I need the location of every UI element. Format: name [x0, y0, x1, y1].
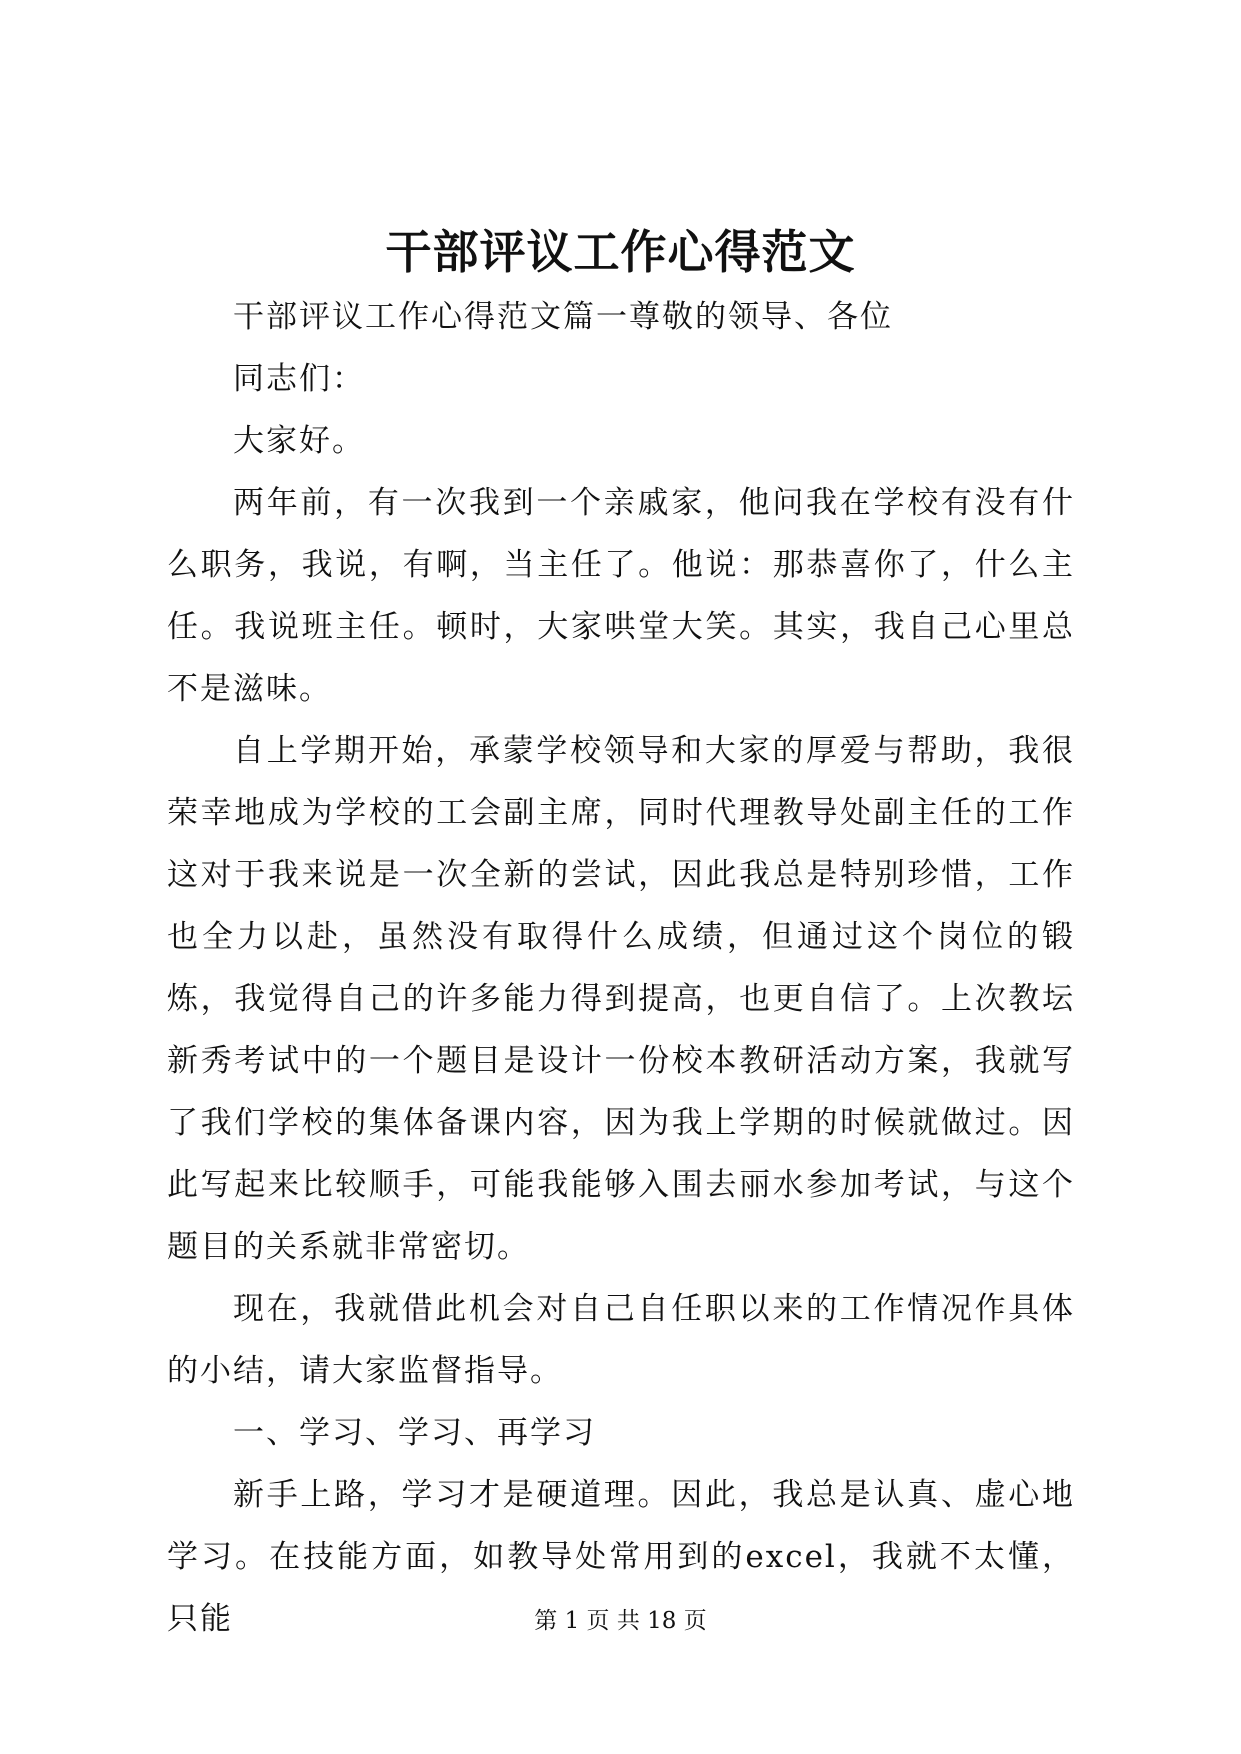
paragraph-experience: 自上学期开始，承蒙学校领导和大家的厚爱与帮助，我很荣幸地成为学校的工会副主席，同时代理教导处副主任的工作这对于我来说是一次全新的尝试，因此我总是特别珍惜，工作也全力以赴，虽然没有取得什么成绩，但通过这个岗位的锻炼，我觉得自己的许多能力得到提高，也更自信了。上次教坛新秀考试中的一个题目是设计一份校本教研活动方案，我就写了我们学校的集体备课内容，因为我上学期的时候就做过。因此写起来比较顺手，可能我能够入围去丽水参加考试，与这个题目的关系就非常密切。	[167, 733, 1075, 1265]
paragraph-hello: 大家好。	[233, 423, 365, 459]
document-body	[167, 286, 1075, 1650]
section-heading-learning: 一、学习、学习、再学习	[233, 1415, 596, 1451]
paragraph-learning: 新手上路，学习才是硬道理。因此，我总是认真、虚心地学习。在技能方面，如教导处常用到的excel，我就不太懂，只能	[167, 1477, 1075, 1637]
paragraph-salutation: 同志们：	[233, 361, 365, 397]
paragraph-anecdote: 两年前，有一次我到一个亲戚家，他问我在学校有没有什么职务，我说，有啊，当主任了。他说：那恭喜你了，什么主任。我说班主任。顿时，大家哄堂大笑。其实，我自己心里总不是滋味。	[167, 485, 1075, 707]
paragraph-greeting-line: 干部评议工作心得范文篇一尊敬的领导、各位	[233, 299, 893, 335]
document-title: 干部评议工作心得范文	[385, 225, 856, 279]
page-footer: 第 1 页 共 18 页	[534, 1608, 707, 1634]
paragraph-summary-intro: 现在，我就借此机会对自己自任职以来的工作情况作具体的小结，请大家监督指导。	[167, 1291, 1075, 1389]
